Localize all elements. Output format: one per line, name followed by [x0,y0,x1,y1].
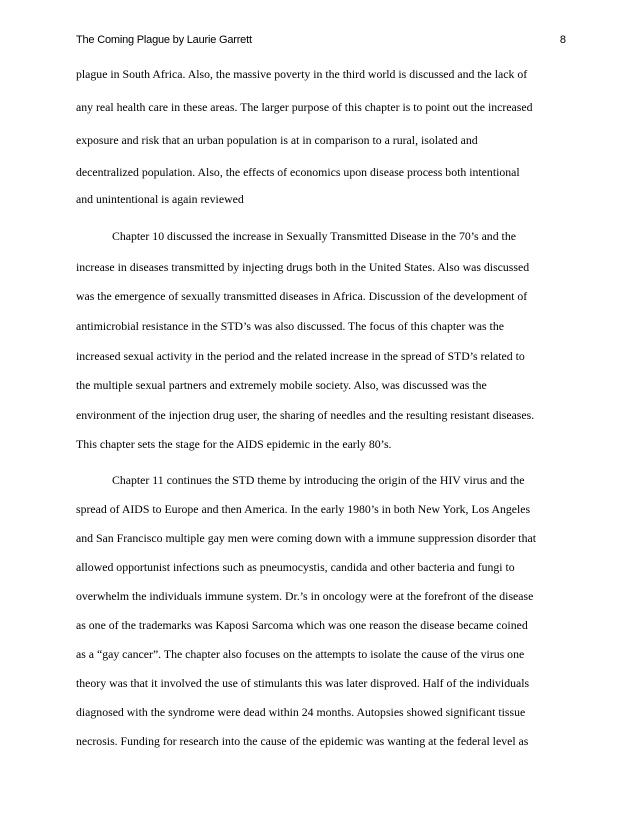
header-title: The Coming Plague by Laurie Garrett [76,34,252,46]
text-line: allowed opportunist infections such as pneumocystis, candida and other bacteria and fungi to [76,560,515,574]
text-line: increased sexual activity in the period and the related increase in the spread of STD’s related to [76,349,525,363]
text-line: overwhelm the individuals immune system. Dr.’s in oncology were at the forefront of the disease [76,589,534,603]
text-line: as a “gay cancer”. The chapter also focuses on the attempts to isolate the cause of the virus one [76,647,525,661]
text-line: exposure and risk that an urban population is at in comparison to a rural, isolated and [76,133,478,147]
text-line: increase in diseases transmitted by injecting drugs both in the United States. Also was discussed [76,260,530,274]
text-line: antimicrobial resistance in the STD’s was also discussed. The focus of this chapter was the [76,319,504,333]
text-line: as one of the trademarks was Kaposi Sarcoma which was one reason the disease became coined [76,618,528,632]
text-line: and unintentional is again reviewed [76,192,244,206]
text-line: decentralized population. Also, the effects of economics upon disease process both intentional [76,165,520,179]
text-line: spread of AIDS to Europe and then America. In the early 1980’s in both New York, Los Angeles [76,502,531,516]
text-line: environment of the injection drug user, the sharing of needles and the resulting resistant diseases. [76,408,535,422]
text-line: Chapter 11 continues the STD theme by introducing the origin of the HIV virus and the [112,473,525,487]
text-line: theory was that it involved the use of stimulants this was later disproved. Half of the individuals [76,676,530,690]
text-line: the multiple sexual partners and extremely mobile society. Also, was discussed was the [76,378,487,392]
text-line: plague in South Africa. Also, the massive poverty in the third world is discussed and the lack of [76,67,528,81]
text-line: diagnosed with the syndrome were dead within 24 months. Autopsies showed significant tissue [76,705,526,719]
text-line: and San Francisco multiple gay men were coming down with a immune suppression disorder that [76,531,536,545]
text-line: was the emergence of sexually transmitted diseases in Africa. Discussion of the development of [76,289,528,303]
page-header [76,34,566,52]
text-line: This chapter sets the stage for the AIDS epidemic in the early 80’s. [76,437,392,451]
text-line: necrosis. Funding for research into the cause of the epidemic was wanting at the federal level as [76,734,529,748]
text-line: any real health care in these areas. The larger purpose of this chapter is to point out the increased [76,100,533,114]
page-number: 8 [559,34,566,46]
text-line: Chapter 10 discussed the increase in Sexually Transmitted Disease in the 70’s and the [112,229,516,243]
